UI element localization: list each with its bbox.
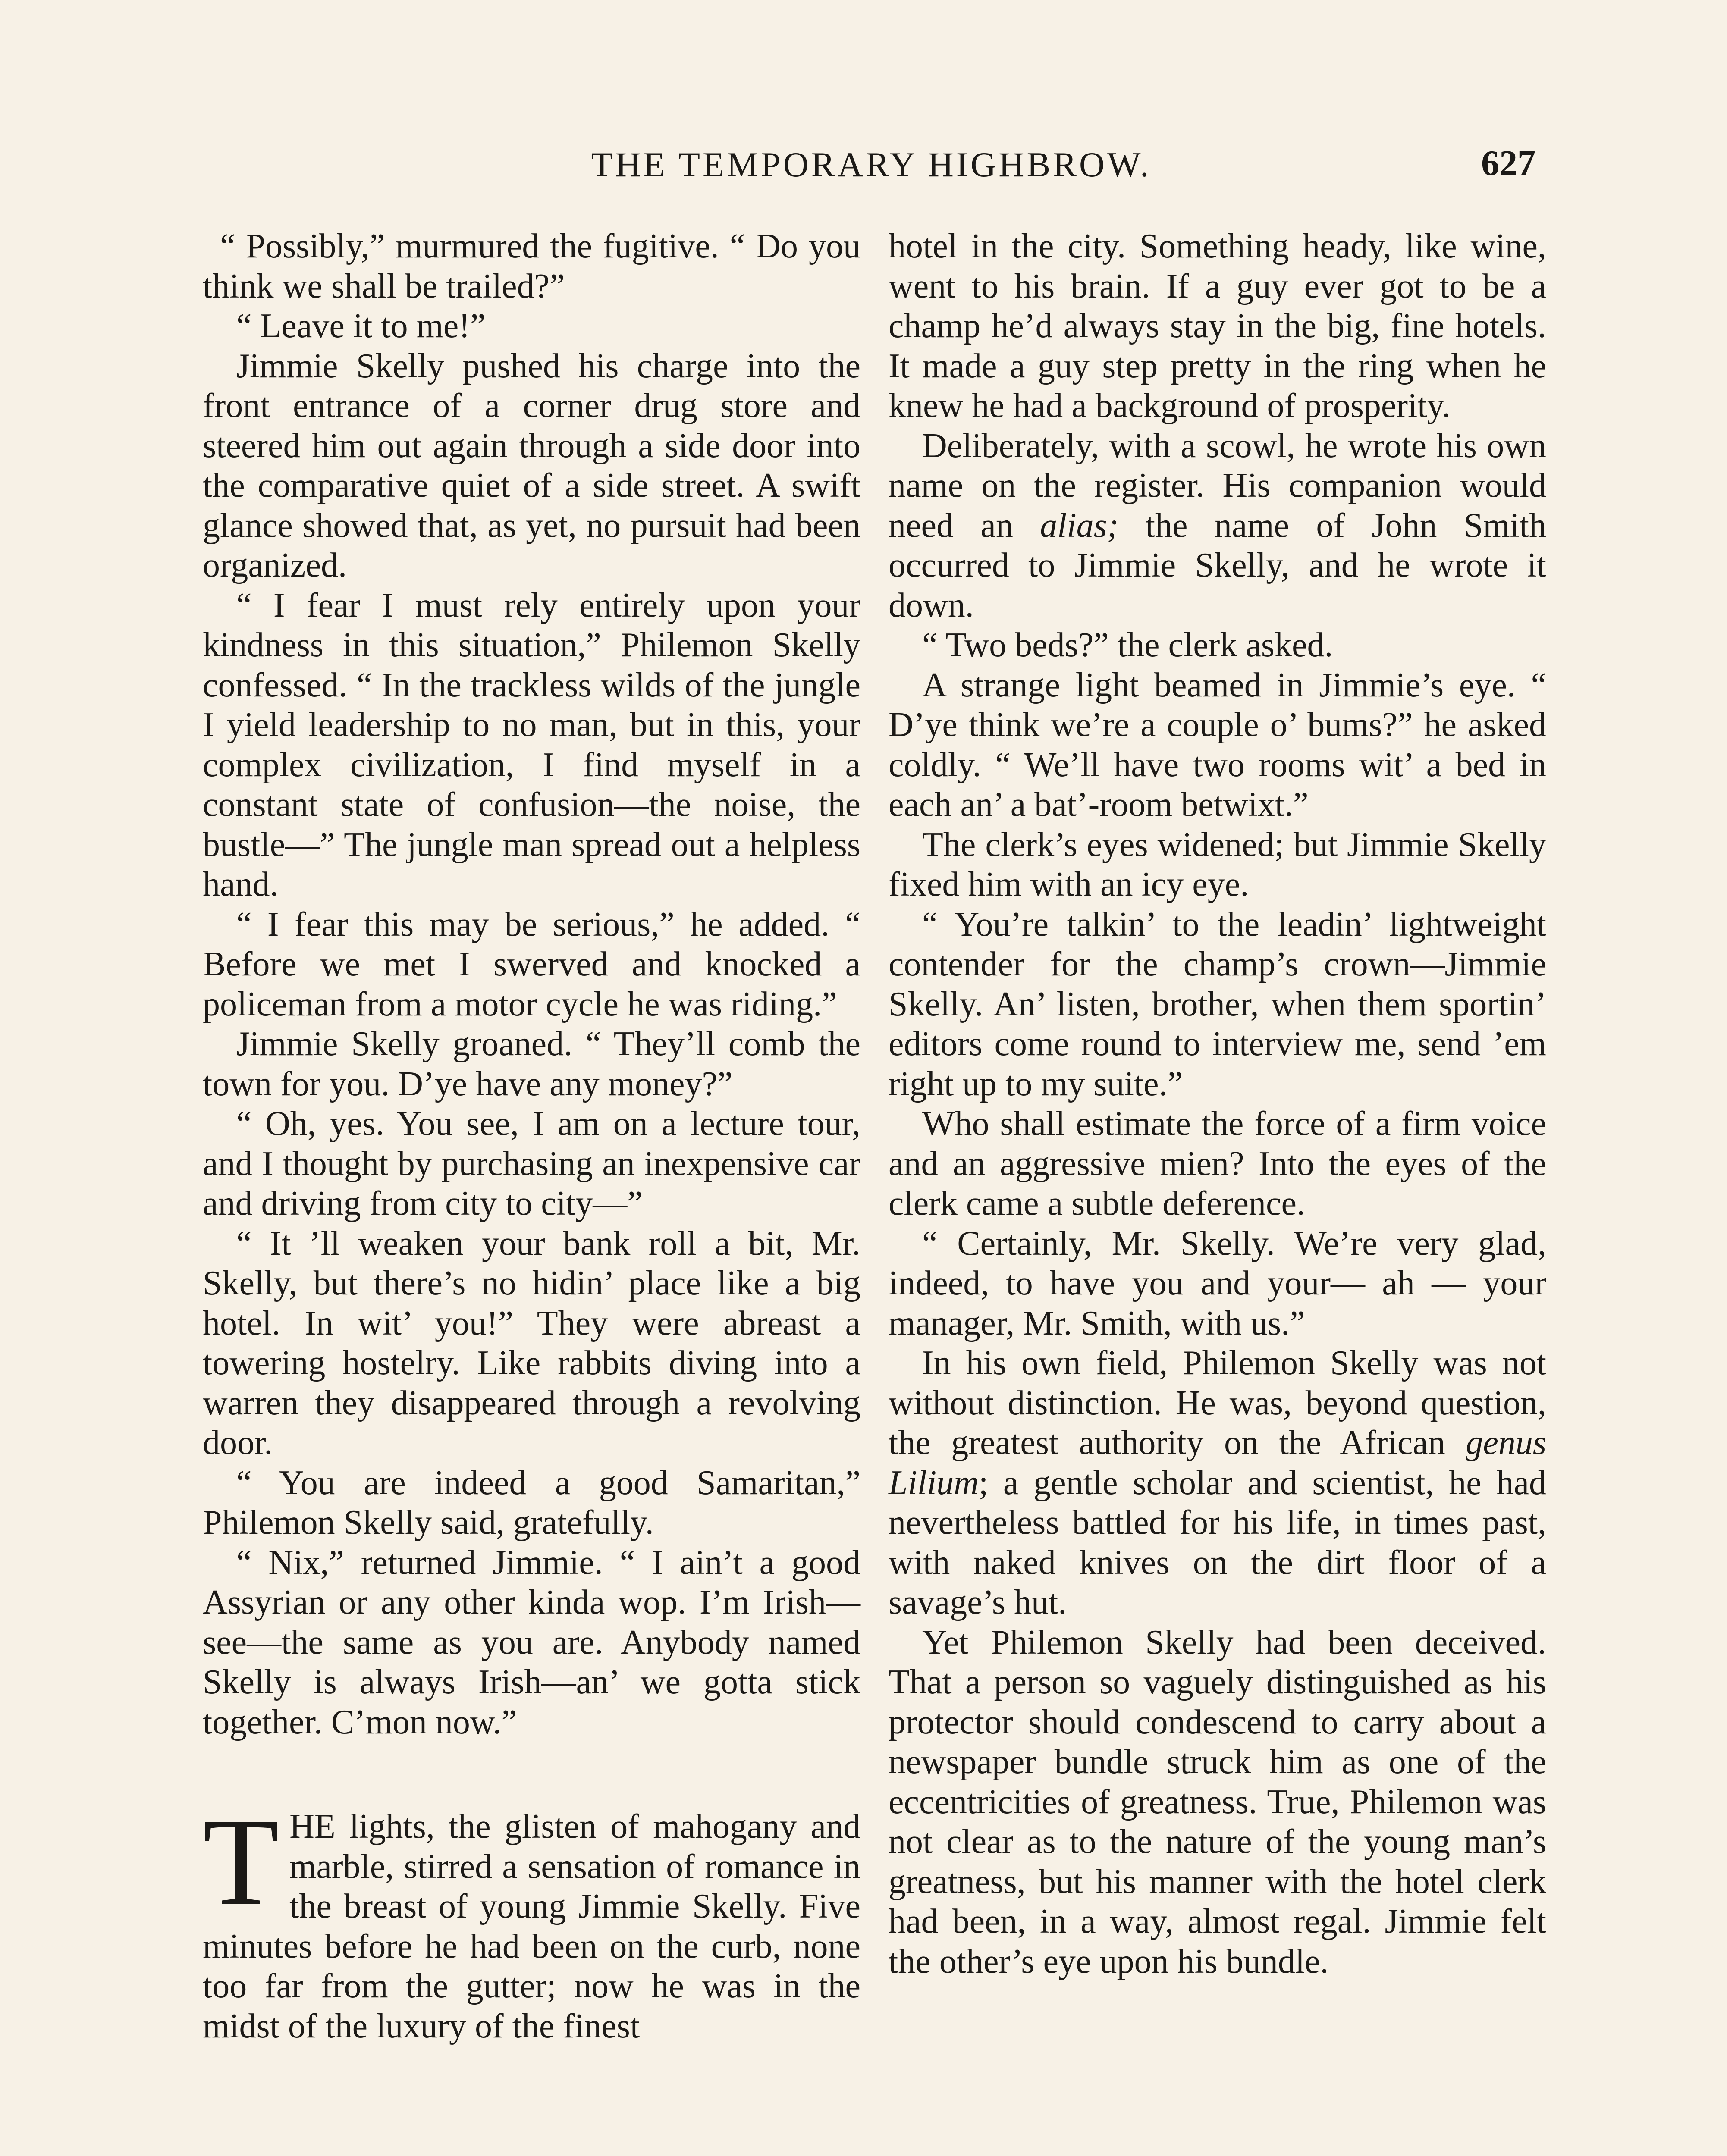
paragraph: A strange light beamed in Jimmie’s eye. “ D’ye think we’re a couple o’ bums?” he asked coldly. “ We’ll have two rooms wit’ a bed in each an’ a bat’-room betwixt.” — [889, 666, 1546, 824]
paragraph: Jimmie Skelly groaned. “ They’ll comb the town for you. D’ye have any money?” — [203, 1025, 860, 1103]
paragraph: “ Leave it to me!” — [236, 307, 486, 345]
section-opening-paragraph — [203, 1792, 860, 2046]
paragraph: “ Oh, yes. You see, I am on a lecture tour, and I thought by purchasing an inexpensive car and driving from city to city—” — [203, 1105, 860, 1222]
paragraph: “ I fear I must rely entirely upon your kindness in this situation,” Philemon Skelly confessed. “ In the trackless wilds of the jungle I yield leadership to no man, but in this, your complex civilization, I find myself in a constant state of confusion—the noise, the bustle—” The jungle man spread out a helpless hand. — [203, 586, 860, 903]
paragraph: “ Nix,” returned Jimmie. “ I ain’t a good Assyrian or any other kinda wop. I’m Irish—see—the same as you are. Anybody named Skelly is always Irish—an’ we gotta stick together. C’mon now.” — [203, 1543, 860, 1741]
paragraph — [889, 426, 1546, 626]
running-title: THE TEMPORARY HIGHBROW. — [591, 145, 1152, 184]
page-number: 627 — [1481, 143, 1535, 183]
paragraph — [889, 1343, 1546, 1623]
paragraph: “ You are indeed a good Samaritan,” Philemon Skelly said, gratefully. — [203, 1463, 860, 1542]
text-run: Deliberately, with a scowl, he wrote his own name on the register. His companion would need an — [889, 426, 1546, 545]
paragraph: “ You’re talkin’ to the leadin’ lightweight contender for the champ’s crown—Jimmie Skelly. An’ listen, brother, when them sportin’ editors come round to interview me, send ’em right up to my suite.” — [889, 905, 1546, 1103]
drop-cap: T — [203, 1792, 279, 1931]
right-column — [889, 226, 1546, 1981]
italic-text: alias; — [1040, 506, 1119, 545]
paragraph: Yet Philemon Skelly had been deceived. That a person so vaguely distinguished as his protector should condescend to carry about a newspaper bundle struck him as one of the eccentricities of greatness. True, Philemon was not clear as to the nature of the young man’s greatness, but his manner with the hotel clerk had been, in a way, almost regal. Jimmie felt the other’s eye upon his bundle. — [889, 1623, 1546, 1981]
paragraph: “ Certainly, Mr. Skelly. We’re very glad, indeed, to have you and your— ah — your manager, Mr. Smith, with us.” — [889, 1224, 1546, 1342]
paragraph: Jimmie Skelly pushed his charge into the front entrance of a corner drug store and steered him out again through a side door into the comparative quiet of a side street. A swift glance showed that, as yet, no pursuit had been organized. — [203, 347, 860, 584]
paragraph: “ Two beds?” the clerk asked. — [922, 626, 1333, 664]
paragraph: “ Possibly,” murmured the fugitive. “ Do you think we shall be trailed?” — [203, 227, 860, 305]
text-run: In his own field, Philemon Skelly was not without distinction. He was, beyond question, the greatest authority on the African — [889, 1344, 1546, 1462]
italic-text: genus Lilium — [889, 1424, 1546, 1502]
paragraph: “ It ’ll weaken your bank roll a bit, Mr. Skelly, but there’s no hidin’ place like a big hotel. In wit’ you!” They were abreast a towering hostelry. Like rabbits diving into a warren they disappeared through a revolving door. — [203, 1224, 860, 1462]
paragraph: Who shall estimate the force of a firm voice and an aggressive mien? Into the eyes of the clerk came a subtle deference. — [889, 1105, 1546, 1222]
text-run: ; a gentle scholar and scientist, he had nevertheless battled for his life, in times past, with naked knives on the dirt floor of a savage’s hut. — [889, 1463, 1546, 1621]
section-text: HE lights, the glisten of mahogany and marble, stirred a sensation of romance in the breast of young Jimmie Skelly. Five minutes before he had been on the curb, none too far from the gutter; now he was in the midst of the luxury of the finest — [203, 1808, 860, 2045]
paragraph: The clerk’s eyes widened; but Jimmie Skelly fixed him with an icy eye. — [889, 825, 1546, 903]
paragraph: “ I fear this may be serious,” he added. “ Before we met I swerved and knocked a policeman from a motor cycle he was riding.” — [203, 905, 860, 1023]
left-column — [203, 226, 860, 2046]
paragraph-continuation: hotel in the city. Something heady, like wine, went to his brain. If a guy ever got to be a champ he’d always stay in the big, fine hotels. It made a guy step pretty in the ring when he knew he had a background of prosperity. — [889, 227, 1546, 425]
text-run: the name of John Smith occurred to Jimmie Skelly, and he wrote it down. — [889, 506, 1546, 624]
